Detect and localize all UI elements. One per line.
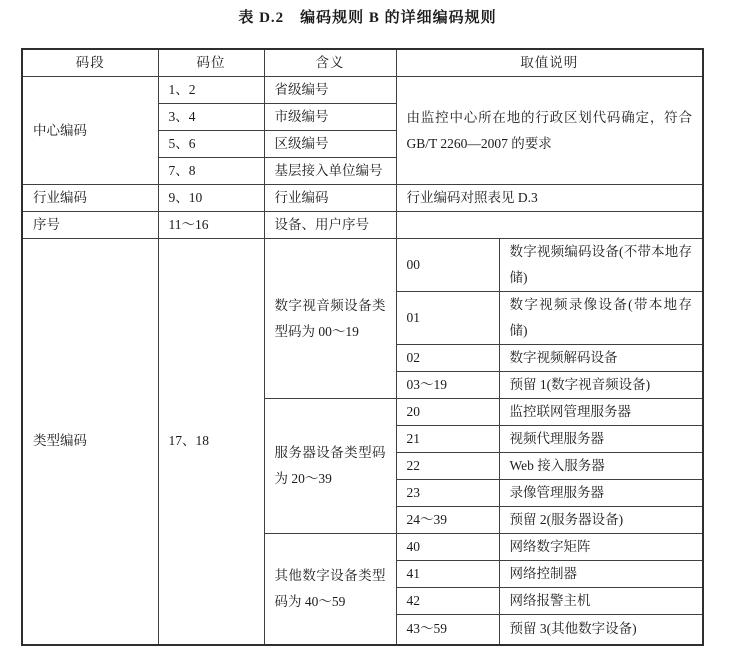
type-code-cell: 40 xyxy=(396,534,499,561)
meaning-cell: 行业编码 xyxy=(264,185,396,212)
type-segment-cell: 类型编码 xyxy=(22,239,158,645)
position-cell: 7、8 xyxy=(158,158,264,185)
table-row xyxy=(22,239,703,292)
type-code-cell: 23 xyxy=(396,480,499,507)
type-desc-cell: 数字视频解码设备 xyxy=(499,345,703,372)
page-title: 表 D.2 编码规则 B 的详细编码规则 xyxy=(238,10,497,26)
header-position: 码位 xyxy=(158,49,264,77)
type-group-meaning-cell: 数字视音频设备类型码为 00～19 xyxy=(264,239,396,399)
header-segment: 码段 xyxy=(22,49,158,77)
type-desc-cell: 视频代理服务器 xyxy=(499,426,703,453)
type-code-cell: 43～59 xyxy=(396,615,499,645)
type-code-cell: 21 xyxy=(396,426,499,453)
header-value: 取值说明 xyxy=(396,49,703,77)
coding-rules-table xyxy=(21,48,704,646)
center-value-desc-cell: 由监控中心所在地的行政区划代码确定，符合 GB/T 2260—2007 的要求 xyxy=(396,77,703,185)
position-cell: 3、4 xyxy=(158,104,264,131)
type-desc-cell: 网络报警主机 xyxy=(499,588,703,615)
type-desc-cell: 数字视频录像设备(带本地存储) xyxy=(499,292,703,345)
industry-value-desc-cell: 行业编码对照表见 D.3 xyxy=(396,185,703,212)
type-code-cell: 22 xyxy=(396,453,499,480)
position-cell: 5、6 xyxy=(158,131,264,158)
serial-segment-cell: 序号 xyxy=(22,212,158,239)
type-code-cell: 42 xyxy=(396,588,499,615)
type-code-cell: 01 xyxy=(396,292,499,345)
type-code-cell: 24～39 xyxy=(396,507,499,534)
table-header-row xyxy=(22,49,703,77)
type-desc-cell: 监控联网管理服务器 xyxy=(499,399,703,426)
type-desc-cell: 预留 3(其他数字设备) xyxy=(499,615,703,645)
position-cell: 1、2 xyxy=(158,77,264,104)
type-code-cell: 00 xyxy=(396,239,499,292)
type-desc-cell: 网络数字矩阵 xyxy=(499,534,703,561)
position-cell: 9、10 xyxy=(158,185,264,212)
meaning-cell: 省级编号 xyxy=(264,77,396,104)
type-desc-cell: 录像管理服务器 xyxy=(499,480,703,507)
serial-value-desc-cell xyxy=(396,212,703,239)
type-code-cell: 02 xyxy=(396,345,499,372)
type-position-cell: 17、18 xyxy=(158,239,264,645)
type-code-cell: 41 xyxy=(396,561,499,588)
meaning-cell: 基层接入单位编号 xyxy=(264,158,396,185)
header-meaning: 含义 xyxy=(264,49,396,77)
type-code-cell: 03～19 xyxy=(396,372,499,399)
type-desc-cell: 网络控制器 xyxy=(499,561,703,588)
table-row xyxy=(22,185,703,212)
industry-segment-cell: 行业编码 xyxy=(22,185,158,212)
table-row xyxy=(22,77,703,104)
type-desc-cell: 预留 1(数字视音频设备) xyxy=(499,372,703,399)
type-desc-cell: 数字视频编码设备(不带本地存储) xyxy=(499,239,703,292)
type-desc-cell: Web 接入服务器 xyxy=(499,453,703,480)
meaning-cell: 设备、用户序号 xyxy=(264,212,396,239)
meaning-cell: 市级编号 xyxy=(264,104,396,131)
center-segment-cell: 中心编码 xyxy=(22,77,158,185)
type-desc-cell: 预留 2(服务器设备) xyxy=(499,507,703,534)
type-group-meaning-cell: 其他数字设备类型码为 40～59 xyxy=(264,534,396,645)
meaning-cell: 区级编号 xyxy=(264,131,396,158)
type-code-cell: 20 xyxy=(396,399,499,426)
table-row xyxy=(22,212,703,239)
type-group-meaning-cell: 服务器设备类型码为 20～39 xyxy=(264,399,396,534)
position-cell: 11～16 xyxy=(158,212,264,239)
